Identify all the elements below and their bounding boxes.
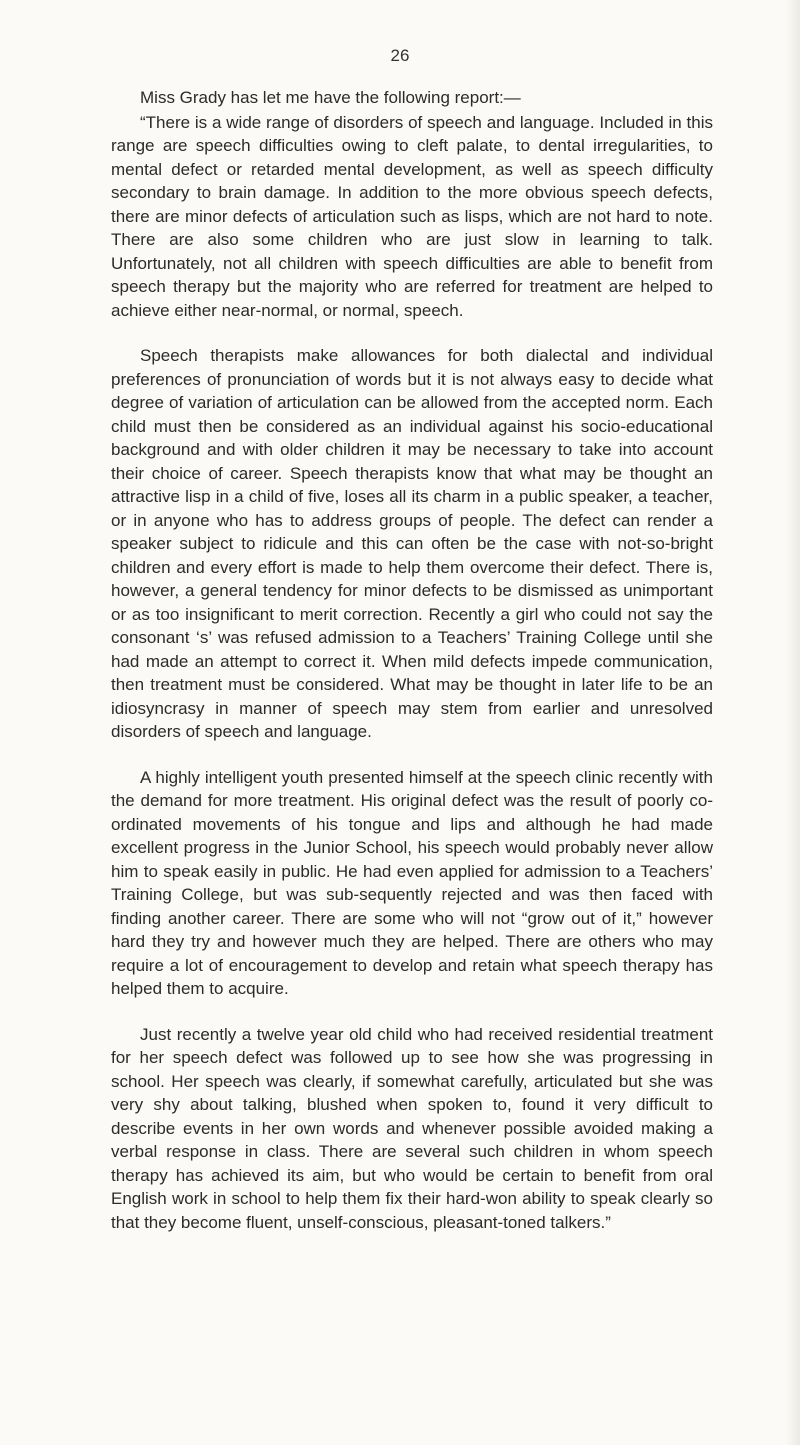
page-number: 26: [390, 46, 410, 65]
report-body: [111, 86, 713, 1234]
paragraph-4: Just recently a twelve year old child who had received residential treatment for her speech defect was followed up to see how she was progressing in school. Her speech was clearly, if somewhat carefully, articulated but she was very shy about talking, blushed when spoken to, found it very difficult to describe events in her own words and whenever possible avoided making a verbal response in class. There are several such children in whom speech therapy has achieved its aim, but who would be certain to benefit from oral English work in school to help them fix their hard-won ability to speak clearly so that they become fluent, unself-conscious, pleasant-toned talkers.”: [111, 1024, 713, 1232]
intro-line: Miss Grady has let me have the following report:—: [140, 88, 521, 107]
paragraph-1: “There is a wide range of disorders of speech and language. Included in this range are speech difficulties owing to cleft palate, to dental irregularities, to mental defect or retarded mental development, as well as speech difficulty secondary to brain damage. In addition to the more obvious speech defects, there are minor defects of articulation such as lisps, which are not hard to note. There are also some children who are just slow in learning to talk. Unfortunately, not all children with speech difficulties are able to benefit from speech therapy but the majority who are referred for treatment are helped to achieve either near-normal, or normal, speech.: [111, 112, 713, 320]
page-edge-shadow: [786, 0, 800, 1445]
paragraph-3: A highly intelligent youth presented himself at the speech clinic recently with the demand for more treatment. His original defect was the result of poorly co-ordinated movements of his tongue and lips and although he had made excellent progress in the Junior School, his speech would probably never allow him to speak easily in public. He had even applied for admission to a Teachers’ Training College, but was sub-sequently rejected and was then faced with finding another career. There are some who will not “grow out of it,” however hard they try and however much they are helped. There are others who may require a lot of encouragement to develop and retain what speech therapy has helped them to acquire.: [111, 767, 713, 998]
paragraph-2: Speech therapists make allowances for both dialectal and individual preferences of pronunciation of words but it is not always easy to decide what degree of variation of articulation can be allowed from the accepted norm. Each child must then be considered as an individual against his socio-educational background and with older children it may be necessary to take into account their choice of career. Speech therapists know that what may be thought an attractive lisp in a child of five, loses all its charm in a public speaker, a teacher, or in anyone who has to address groups of people. The defect can render a speaker subject to ridicule and this can often be the case with not-so-bright children and every effort is made to help them overcome their defect. There is, however, a general tendency for minor defects to be dismissed as unimportant or as too insignificant to merit correction. Recently a girl who could not say the consonant ‘s’ was refused admission to a Teachers’ Training College until she had made an attempt to correct it. When mild defects impede communication, then treatment must be considered. What may be thought in later life to be an idiosyncrasy in manner of speech may stem from earlier and unresolved disorders of speech and language.: [111, 346, 713, 741]
